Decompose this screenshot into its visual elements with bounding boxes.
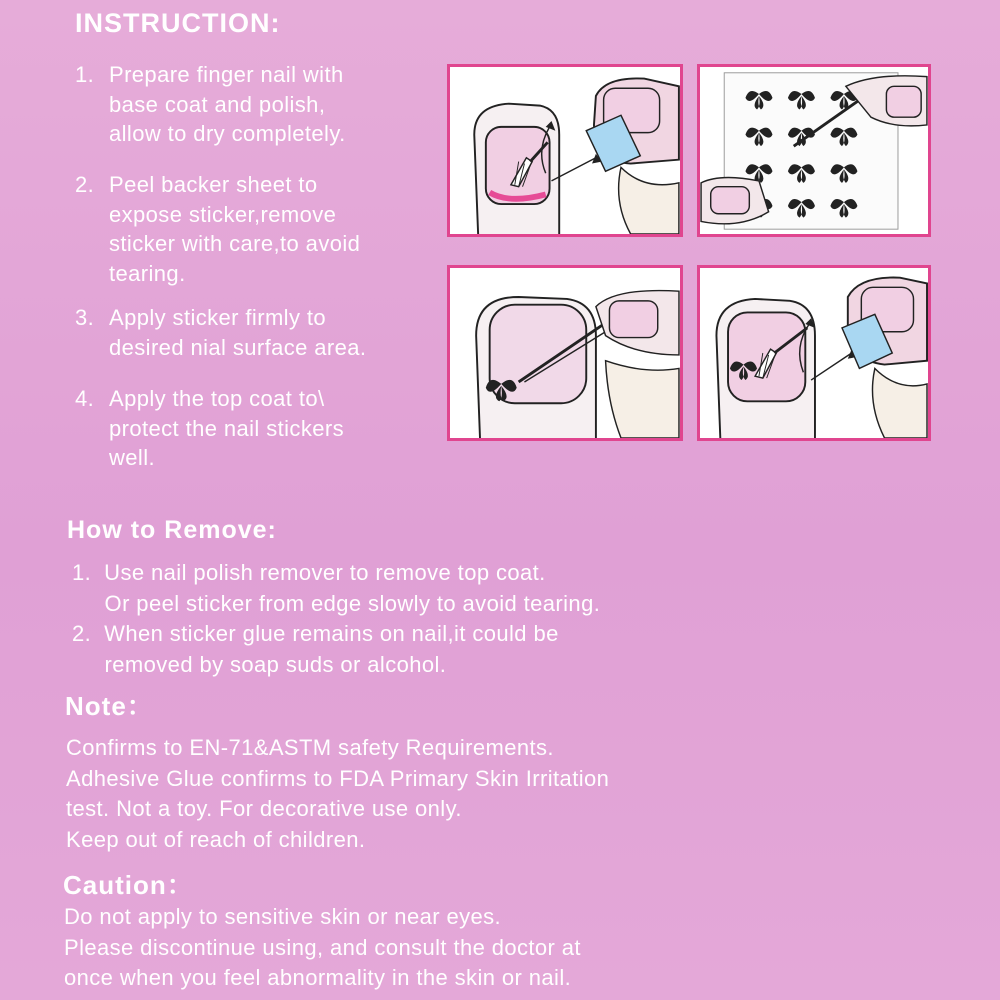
instruction-title: INSTRUCTION: bbox=[75, 8, 281, 38]
sticker-sheet-drawing bbox=[700, 67, 928, 234]
apply-sticker-illustration bbox=[447, 265, 683, 441]
step-text: Peel backer sheet to bbox=[109, 172, 318, 197]
step-text: Apply the top coat to\ bbox=[109, 386, 325, 411]
caution-line: Please discontinue using, and consult the doctor at bbox=[64, 934, 581, 960]
step-text: sticker with care,to avoid bbox=[109, 231, 361, 256]
step-text: base coat and polish, bbox=[109, 91, 326, 117]
step-text: Prepare finger nail with bbox=[109, 62, 344, 87]
remove-instructions bbox=[72, 558, 600, 680]
step-3 bbox=[75, 303, 435, 362]
step-number: 2. bbox=[75, 172, 95, 197]
step-text: expose sticker,remove bbox=[109, 201, 337, 227]
note-title: Note： bbox=[65, 691, 154, 721]
step-1 bbox=[75, 60, 435, 149]
caution-line: Do not apply to sensitive skin or near eyes. bbox=[64, 904, 502, 929]
step-text: allow to dry completely. bbox=[109, 121, 346, 146]
step-text: protect the nail stickers bbox=[109, 415, 344, 441]
remove-line: removed by soap suds or alcohol. bbox=[72, 651, 447, 677]
caution-text bbox=[64, 902, 581, 994]
apply-sticker-drawing bbox=[450, 268, 680, 438]
remove-title: How to Remove: bbox=[67, 516, 277, 544]
note-line: Confirms to EN-71&ASTM safety Requirements. bbox=[66, 735, 554, 760]
step-text: desired nial surface area. bbox=[109, 334, 367, 360]
note-line: Keep out of reach of children. bbox=[66, 826, 366, 852]
step-text: tearing. bbox=[109, 260, 186, 286]
top-coat-drawing bbox=[700, 268, 928, 438]
nail-brush-drawing bbox=[450, 67, 680, 234]
remove-line: 1. Use nail polish remover to remove top coat. bbox=[72, 560, 546, 585]
note-text bbox=[66, 733, 609, 855]
step-number: 1. bbox=[75, 62, 95, 87]
sticker-sheet-illustration bbox=[697, 64, 931, 237]
step-2 bbox=[75, 170, 435, 288]
step-number: 4. bbox=[75, 386, 95, 411]
top-coat-illustration bbox=[697, 265, 931, 441]
step-text: Apply sticker firmly to bbox=[109, 305, 327, 330]
step-text: well. bbox=[109, 445, 156, 470]
remove-line: Or peel sticker from edge slowly to avoid tearing. bbox=[72, 590, 601, 616]
remove-line: 2. When sticker glue remains on nail,it could be bbox=[72, 621, 559, 646]
base-coat-illustration bbox=[447, 64, 683, 237]
step-number: 3. bbox=[75, 305, 95, 330]
note-line: test. Not a toy. For decorative use only. bbox=[66, 796, 462, 821]
note-line: Adhesive Glue confirms to FDA Primary Skin Irritation bbox=[66, 765, 610, 791]
caution-line: once when you feel abnormality in the skin or nail. bbox=[64, 965, 572, 990]
step-4 bbox=[75, 384, 435, 473]
caution-title: Caution： bbox=[63, 870, 194, 900]
